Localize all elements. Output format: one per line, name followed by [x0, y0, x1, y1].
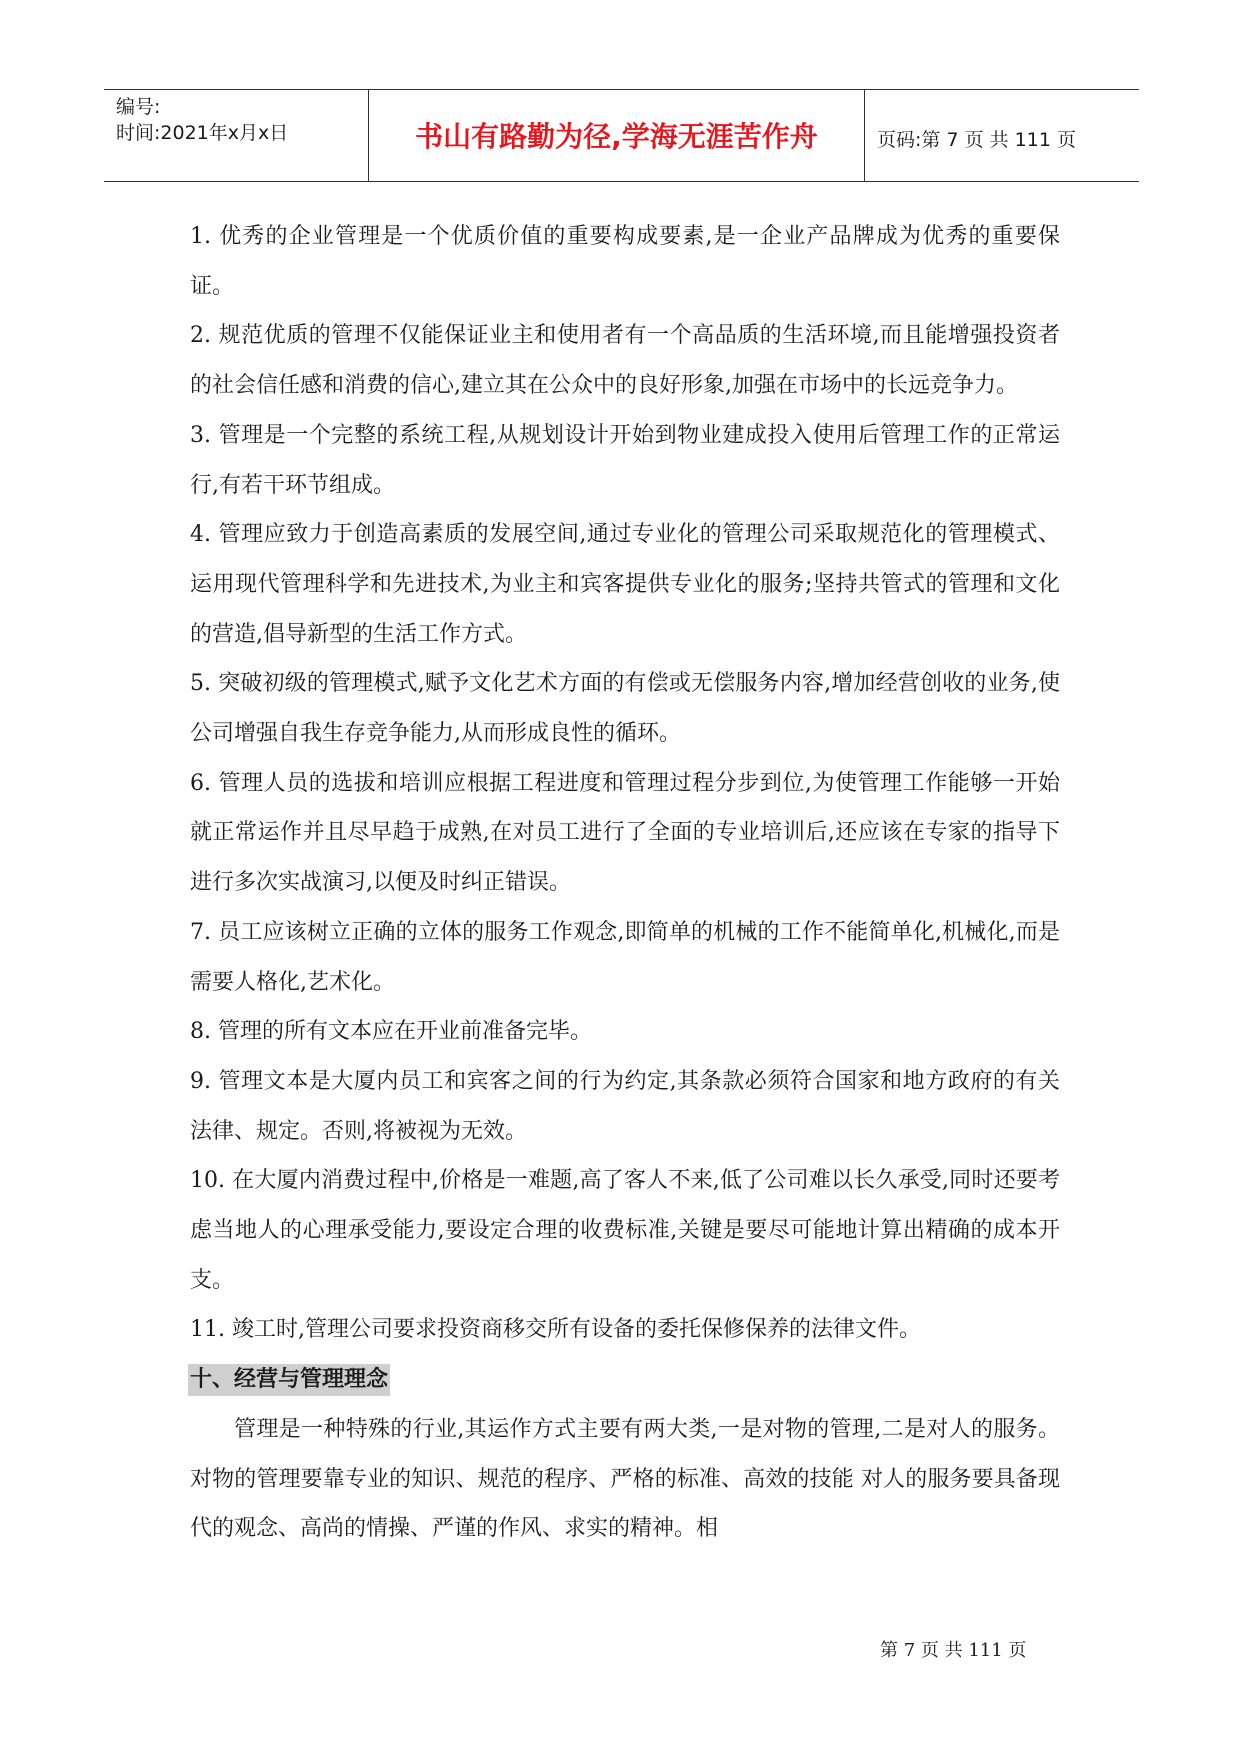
- section-paragraph: 管理是一种特殊的行业,其运作方式主要有两大类,一是对物的管理,二是对人的服务。对物的管理要靠专业的知识、规范的程序、严格的标准、高效的技能 对人的服务要具备现代的观念、高尚的情操、严谨的作风、求实的精神。相: [190, 1416, 1060, 1542]
- list-item: 7. 员工应该树立正确的立体的服务工作观念,即简单的机械的工作不能简单化,机械化,而是需要人格化,艺术化。: [190, 919, 1060, 995]
- page-footer: 第 7 页 共 111 页: [880, 1640, 1027, 1661]
- list-item: 3. 管理是一个完整的系统工程,从规划设计开始到物业建成投入使用后管理工作的正常运行,有若干环节组成。: [190, 422, 1060, 498]
- header-page-cell: [865, 90, 1139, 181]
- list-item: 5. 突破初级的管理模式,赋予文化艺术方面的有偿或无偿服务内容,增加经营创收的业务,使公司增强自我生存竞争能力,从而形成良性的循环。: [190, 671, 1060, 747]
- list-item: 6. 管理人员的选拔和培训应根据工程进度和管理过程分步到位,为使管理工作能够一开始就正常运作并且尽早趋于成熟,在对员工进行了全面的专业培训后,还应该在专家的指导下进行多次实战演习,以便及时纠正错误。: [190, 770, 1060, 896]
- section-heading-row: [190, 1355, 1060, 1405]
- section-heading: 十、经营与管理理念: [188, 1364, 390, 1396]
- list-item: 9. 管理文本是大厦内员工和宾客之间的行为约定,其条款必须符合国家和地方政府的有关法律、规定。否则,将被视为无效。: [190, 1068, 1060, 1144]
- page-header: [104, 89, 1139, 182]
- header-motto: 书山有路勤为径,学海无涯苦作舟: [415, 120, 818, 153]
- list-item: 1. 优秀的企业管理是一个优质价值的重要构成要素,是一企业产品牌成为优秀的重要保证。: [190, 224, 1060, 299]
- document-time-label: 时间:2021年x月x日: [116, 122, 289, 144]
- header-meta-cell: [104, 90, 369, 181]
- document-body: [190, 212, 1060, 1554]
- document-number-label: 编号:: [116, 96, 161, 118]
- list-item: 10. 在大厦内消费过程中,价格是一难题,高了客人不来,低了公司难以长久承受,同时还要考虑当地人的心理承受能力,要设定合理的收费标准,关键是要尽可能地计算出精确的成本开支。: [190, 1168, 1060, 1293]
- list-item: 2. 规范优质的管理不仅能保证业主和使用者有一个高品质的生活环境,而且能增强投资者的社会信任感和消费的信心,建立其在公众中的良好形象,加强在市场中的长远竞争力。: [190, 323, 1060, 399]
- list-item: 11. 竣工时,管理公司要求投资商移交所有设备的委托保修保养的法律文件。: [190, 1317, 921, 1343]
- header-page-code: 页码:第 7 页 共 111 页: [877, 129, 1076, 151]
- list-item: 8. 管理的所有文本应在开业前准备完毕。: [190, 1019, 592, 1045]
- list-item: 4. 管理应致力于创造高素质的发展空间,通过专业化的管理公司采取规范化的管理模式、运用现代管理科学和先进技术,为业主和宾客提供专业化的服务;坚持共管式的管理和文化的营造,倡导新型的生活工作方式。: [190, 522, 1060, 647]
- header-motto-cell: [369, 90, 865, 181]
